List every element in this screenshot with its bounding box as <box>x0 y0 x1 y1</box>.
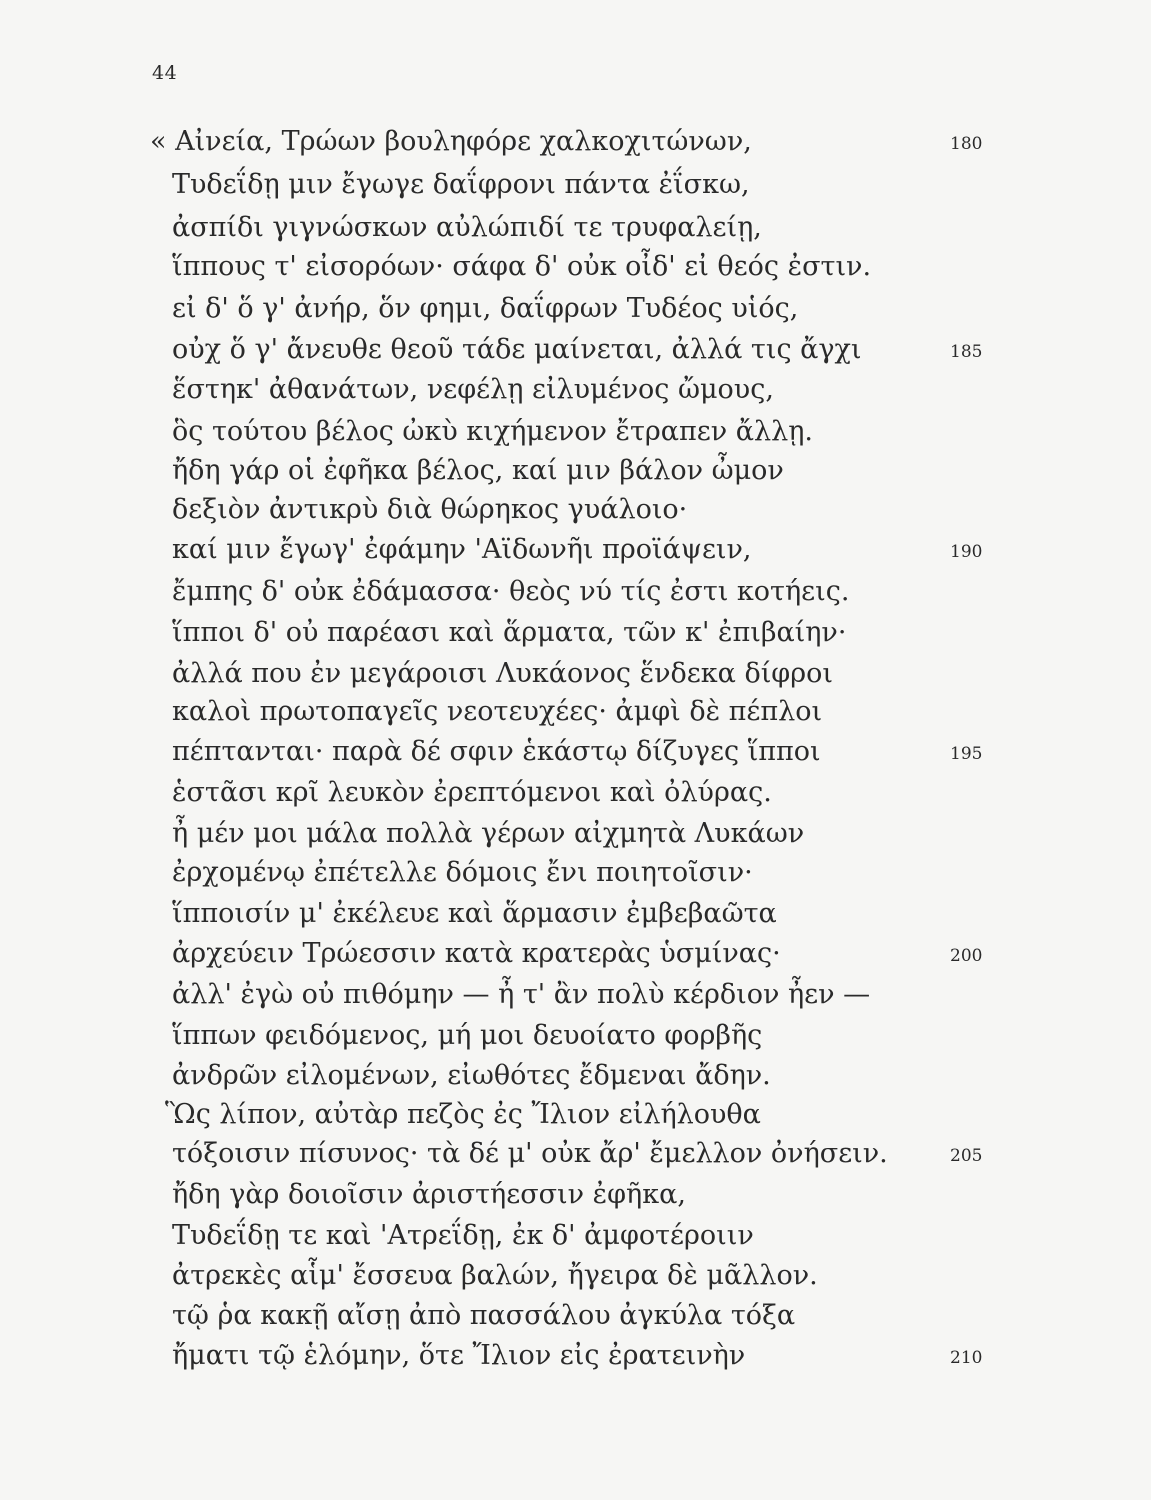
verse-line: ἵππους τ' εἰσορόων· σάφα δ' οὐκ οἶδ' εἰ θεός ἐστιν. <box>172 251 872 282</box>
verse-line: ὃς τούτου βέλος ὠκὺ κιχήμενον ἔτραπεν ἄλλῃ. <box>172 416 813 447</box>
verse-line: ἕστηκ' ἀθανάτων, νεφέλῃ εἰλυμένος ὤμους, <box>172 374 774 405</box>
verse-line: ἦ μέν μοι μάλα πολλὰ γέρων αἰχμητὰ Λυκάων <box>172 818 805 849</box>
verse-line: ἵππων φειδόμενος, μή μοι δευοίατο φορβῆς <box>172 1020 763 1051</box>
verse-line: οὐχ ὅ γ' ἄνευθε θεοῦ τάδε μαίνεται, ἀλλά τις ἄγχι <box>172 334 862 365</box>
verse-line: ἤδη γάρ οἱ ἐφῆκα βέλος, καί μιν βάλον ὦμον <box>172 455 784 486</box>
line-number: 205 <box>950 1146 983 1166</box>
verse-line: εἰ δ' ὅ γ' ἀνήρ, ὅν φημι, δαΐφρων Τυδέος υἱός, <box>172 293 799 324</box>
verse-line: ἤδη γὰρ δοιοῖσιν ἀριστήεσσιν ἐφῆκα, <box>172 1179 686 1210</box>
verse-line: ἀλλ' ἐγὼ οὐ πιθόμην — ἦ τ' ἂν πολὺ κέρδιον ἦεν — <box>172 979 871 1010</box>
line-number: 195 <box>950 744 983 764</box>
verse-line: ἵπποι δ' οὐ παρέασι καὶ ἅρματα, τῶν κ' ἐπιβαίην· <box>172 617 847 648</box>
verse-line: ἵπποισίν μ' ἐκέλευε καὶ ἅρμασιν ἐμβεβαῶτα <box>172 898 777 929</box>
verse-line: δεξιὸν ἀντικρὺ διὰ θώρηκος γυάλοιο· <box>172 494 688 525</box>
verse-line: ἀτρεκὲς αἷμ' ἔσσευα βαλών, ἤγειρα δὲ μᾶλλον. <box>172 1260 818 1291</box>
verse-line: τῷ ῥα κακῇ αἴσῃ ἀπὸ πασσάλου ἀγκύλα τόξα <box>172 1300 796 1331</box>
verse-line: ἤματι τῷ ἑλόμην, ὅτε Ἴλιον εἰς ἐρατεινὴν <box>172 1340 746 1371</box>
line-number: 200 <box>950 946 983 966</box>
line-number: 210 <box>950 1348 983 1368</box>
verse-line: ἀσπίδι γιγνώσκων αὐλώπιδί τε τρυφαλείῃ, <box>172 212 762 243</box>
verse-line: καί μιν ἔγωγ' ἐφάμην 'Αϊδωνῆι προϊάψειν, <box>172 534 752 565</box>
verse-line: « Αἰνεία, Τρώων βουληφόρε χαλκοχιτώνων, <box>150 126 752 157</box>
verse-line: ἔμπης δ' οὐκ ἐδάμασσα· θεὸς νύ τίς ἐστι κοτήεις. <box>172 576 850 607</box>
verse-line: Ὣς λίπον, αὐτὰρ πεζὸς ἐς Ἴλιον εἰλήλουθα <box>165 1099 761 1130</box>
verse-line: ἀνδρῶν εἰλομένων, εἰωθότες ἔδμεναι ἄδην. <box>172 1060 771 1091</box>
page-number: 44 <box>152 62 178 84</box>
verse-line: ἐρχομένῳ ἐπέτελλε δόμοις ἔνι ποιητοῖσιν· <box>172 857 753 888</box>
verse-line: πέπτανται· παρὰ δέ σφιν ἑκάστῳ δίζυγες ἵπποι <box>172 736 821 767</box>
verse-line: καλοὶ πρωτοπαγεῖς νεοτευχέες· ἀμφὶ δὲ πέπλοι <box>172 696 823 727</box>
line-number: 185 <box>950 342 983 362</box>
line-number: 190 <box>950 542 983 562</box>
verse-line: ἑστᾶσι κρῖ λευκὸν ἐρεπτόμενοι καὶ ὀλύρας. <box>172 777 772 808</box>
verse-line: Τυδεΐδῃ μιν ἔγωγε δαΐφρονι πάντα ἐΐσκω, <box>172 169 750 200</box>
verse-line: ἀλλά που ἐν μεγάροισι Λυκάονος ἕνδεκα δίφροι <box>172 658 833 689</box>
verse-line: Τυδεΐδῃ τε καὶ 'Ατρεΐδῃ, ἐκ δ' ἀμφοτέροιιν <box>172 1220 754 1251</box>
verse-line: τόξοισιν πίσυνος· τὰ δέ μ' οὐκ ἄρ' ἔμελλον ὀνήσειν. <box>172 1138 888 1169</box>
verse-line: ἀρχεύειν Τρώεσσιν κατὰ κρατερὰς ὑσμίνας· <box>172 938 781 969</box>
line-number: 180 <box>950 134 983 154</box>
